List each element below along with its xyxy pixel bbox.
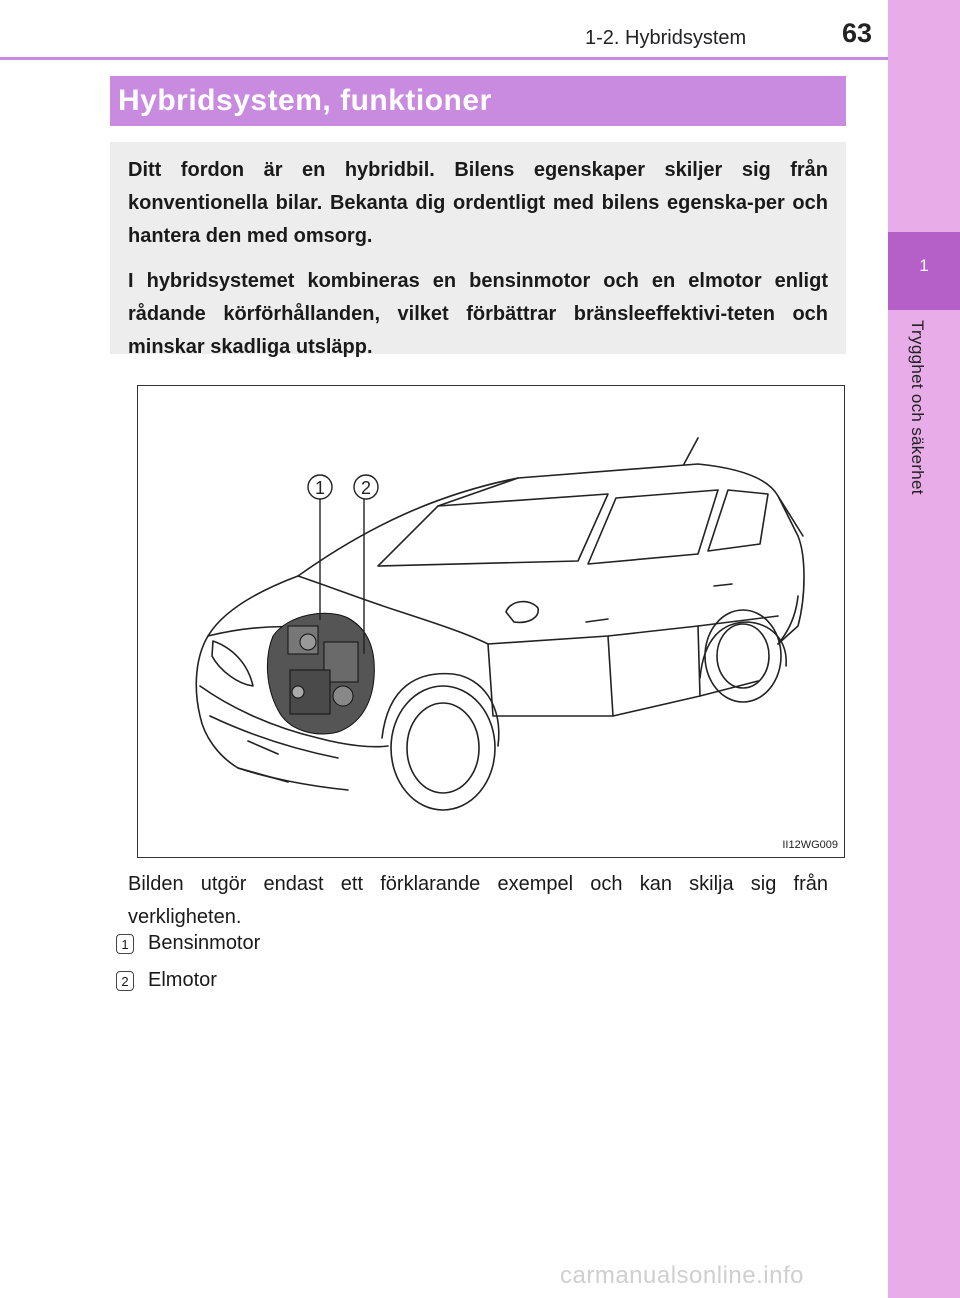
watermark: carmanualsonline.info [560, 1262, 804, 1289]
page-title: Hybridsystem, funktioner [110, 76, 846, 126]
legend-number-badge: 2 [116, 971, 134, 991]
callout-2 [354, 475, 378, 499]
car-illustration [138, 386, 844, 857]
header-rule [0, 57, 888, 60]
intro-paragraph: I hybridsystemet kombineras en bensinmotor och en elmotor enligt rådande körförhållanden, vilket förbättrar bränsleeffektivi-teten och minskar skadliga utsläpp. [128, 270, 828, 358]
intro-paragraph: Ditt fordon är en hybridbil. Bilens egenskaper skiljer sig från konventionella bilar. Bekanta dig ordentligt med bilens egenska-per och hantera den med omsorg. [128, 159, 828, 247]
callout-1 [308, 475, 332, 499]
section-title: 1-2. Hybridsystem [585, 27, 747, 49]
chapter-tab-number: 1 [919, 256, 929, 275]
svg-text:2: 2 [360, 478, 372, 498]
legend-label: Bensinmotor [148, 932, 261, 954]
figure-code: II12WG009 [782, 839, 838, 851]
figure-caption: Bilden utgör endast ett förklarande exempel och kan skilja sig från verkligheten. [128, 873, 828, 928]
legend-item [116, 932, 260, 955]
side-bar [888, 0, 960, 1298]
chapter-tab-label: Trygghet och säkerhet [908, 320, 927, 495]
svg-text:1: 1 [314, 478, 326, 498]
legend-number-badge: 1 [116, 934, 134, 954]
vehicle-figure [137, 385, 845, 858]
intro-box [110, 142, 846, 358]
legend-item [116, 969, 217, 992]
page-number: 63 [842, 18, 873, 48]
legend-label: Elmotor [148, 969, 217, 991]
